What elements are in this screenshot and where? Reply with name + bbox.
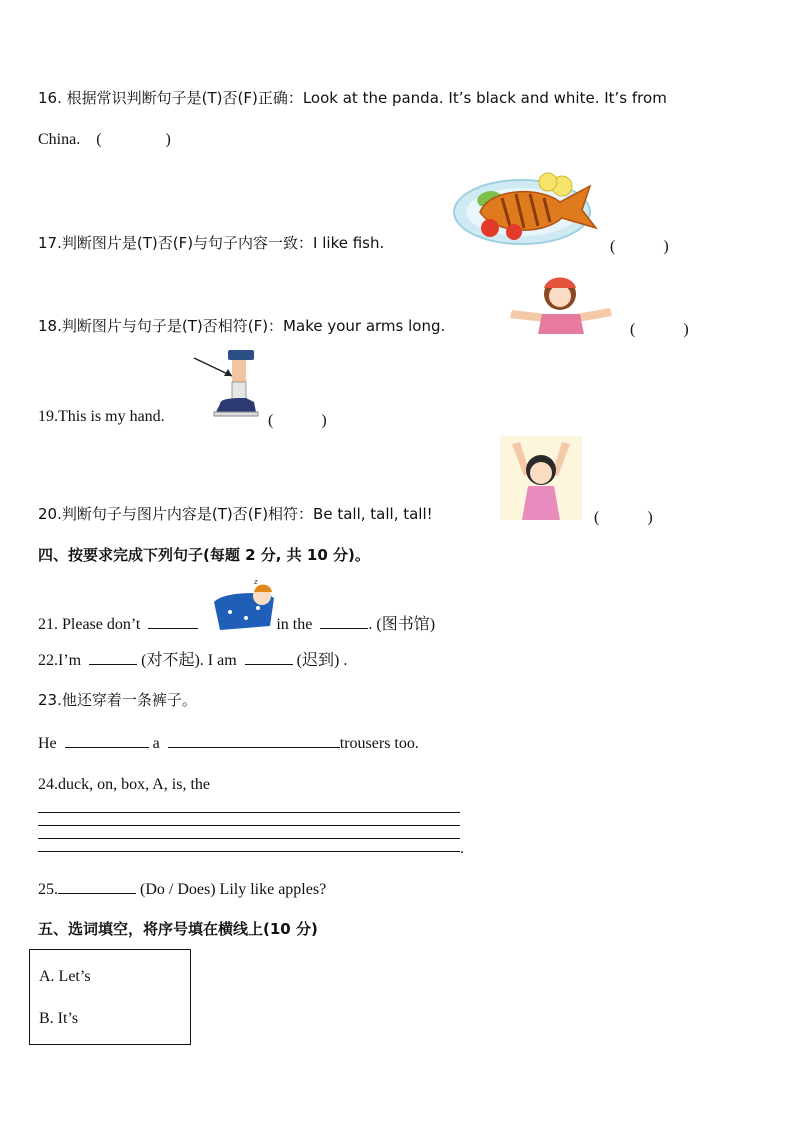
question-21 bbox=[38, 614, 435, 635]
question-25-blank[interactable] bbox=[58, 879, 136, 894]
question-22-blank-1[interactable] bbox=[89, 650, 137, 665]
question-19-text: 19.This is my hand. bbox=[38, 408, 165, 425]
option-b: B. It’s bbox=[39, 1010, 79, 1027]
question-16-continuation: China. bbox=[38, 131, 81, 148]
section-5-title: 五、选词填空，将序号填在横线上(10 分) bbox=[38, 920, 318, 938]
question-23-word-b: a bbox=[152, 735, 160, 752]
question-25-suffix: (Do / Does) Lily like apples? bbox=[140, 881, 327, 898]
answer-line-3[interactable] bbox=[38, 838, 460, 839]
question-23-blank-2[interactable] bbox=[168, 733, 340, 748]
question-23-answer bbox=[38, 733, 419, 754]
question-23-blank-1[interactable] bbox=[65, 733, 149, 748]
question-23-prompt: 23.他还穿着一条裤子。 bbox=[38, 691, 197, 709]
answer-line-4[interactable] bbox=[38, 851, 460, 852]
question-23-word-c: trousers too. bbox=[339, 735, 419, 752]
option-a: A. Let’s bbox=[39, 968, 91, 985]
question-18-text: 18.判断图片与句子是(T)否相符(F)：Make your arms long. bbox=[38, 317, 446, 335]
question-24-end-period: . bbox=[460, 840, 464, 857]
question-16-line-1: 16. 根据常识判断句子是(T)否(F)正确：Look at the panda. It’s black and white. It’s from bbox=[38, 89, 667, 107]
leg-with-arrow-icon bbox=[190, 346, 260, 424]
question-21-suffix: . (图书馆) bbox=[368, 616, 436, 633]
question-22-middle-1: (对不起). I am bbox=[141, 652, 237, 669]
word-options-box bbox=[29, 949, 191, 1045]
girl-arms-up-icon bbox=[500, 436, 582, 520]
question-23-word-a: He bbox=[38, 735, 57, 752]
question-21-blank-2[interactable] bbox=[320, 614, 368, 629]
question-22-blank-2[interactable] bbox=[245, 650, 293, 665]
question-25-prefix: 25. bbox=[38, 881, 58, 898]
question-25 bbox=[38, 879, 326, 900]
question-21-middle: in the bbox=[276, 616, 313, 633]
svg-text:z: z bbox=[254, 578, 258, 586]
question-22-middle-2: (迟到) . bbox=[296, 652, 348, 669]
question-22 bbox=[38, 650, 347, 671]
section-4-title: 四、按要求完成下列句子(每题 2 分, 共 10 分)。 bbox=[38, 546, 370, 564]
question-24-prompt: 24.duck, on, box, A, is, the bbox=[38, 776, 210, 793]
question-17-text: 17.判断图片是(T)否(F)与句子内容一致：I like fish. bbox=[38, 234, 385, 252]
answer-line-2[interactable] bbox=[38, 825, 460, 826]
question-20-answer-paren[interactable]: ( ) bbox=[594, 509, 653, 526]
question-18-answer-paren[interactable]: ( ) bbox=[630, 321, 689, 338]
question-21-blank-1[interactable] bbox=[148, 614, 198, 629]
fried-fish-plate-icon bbox=[450, 166, 602, 248]
answer-line-1[interactable] bbox=[38, 812, 460, 813]
question-19-answer-paren[interactable]: ( ) bbox=[268, 412, 327, 429]
question-16-answer-paren[interactable]: ( ) bbox=[96, 131, 171, 148]
question-16-line-2 bbox=[38, 130, 171, 150]
question-21-prefix: 21. Please don’t bbox=[38, 616, 141, 633]
girl-arms-out-icon bbox=[502, 270, 620, 334]
question-22-prefix: 22.I’m bbox=[38, 652, 82, 669]
question-20-text: 20.判断句子与图片内容是(T)否(F)相符：Be tall, tall, tall! bbox=[38, 505, 433, 523]
question-17-answer-paren[interactable]: ( ) bbox=[610, 238, 669, 255]
